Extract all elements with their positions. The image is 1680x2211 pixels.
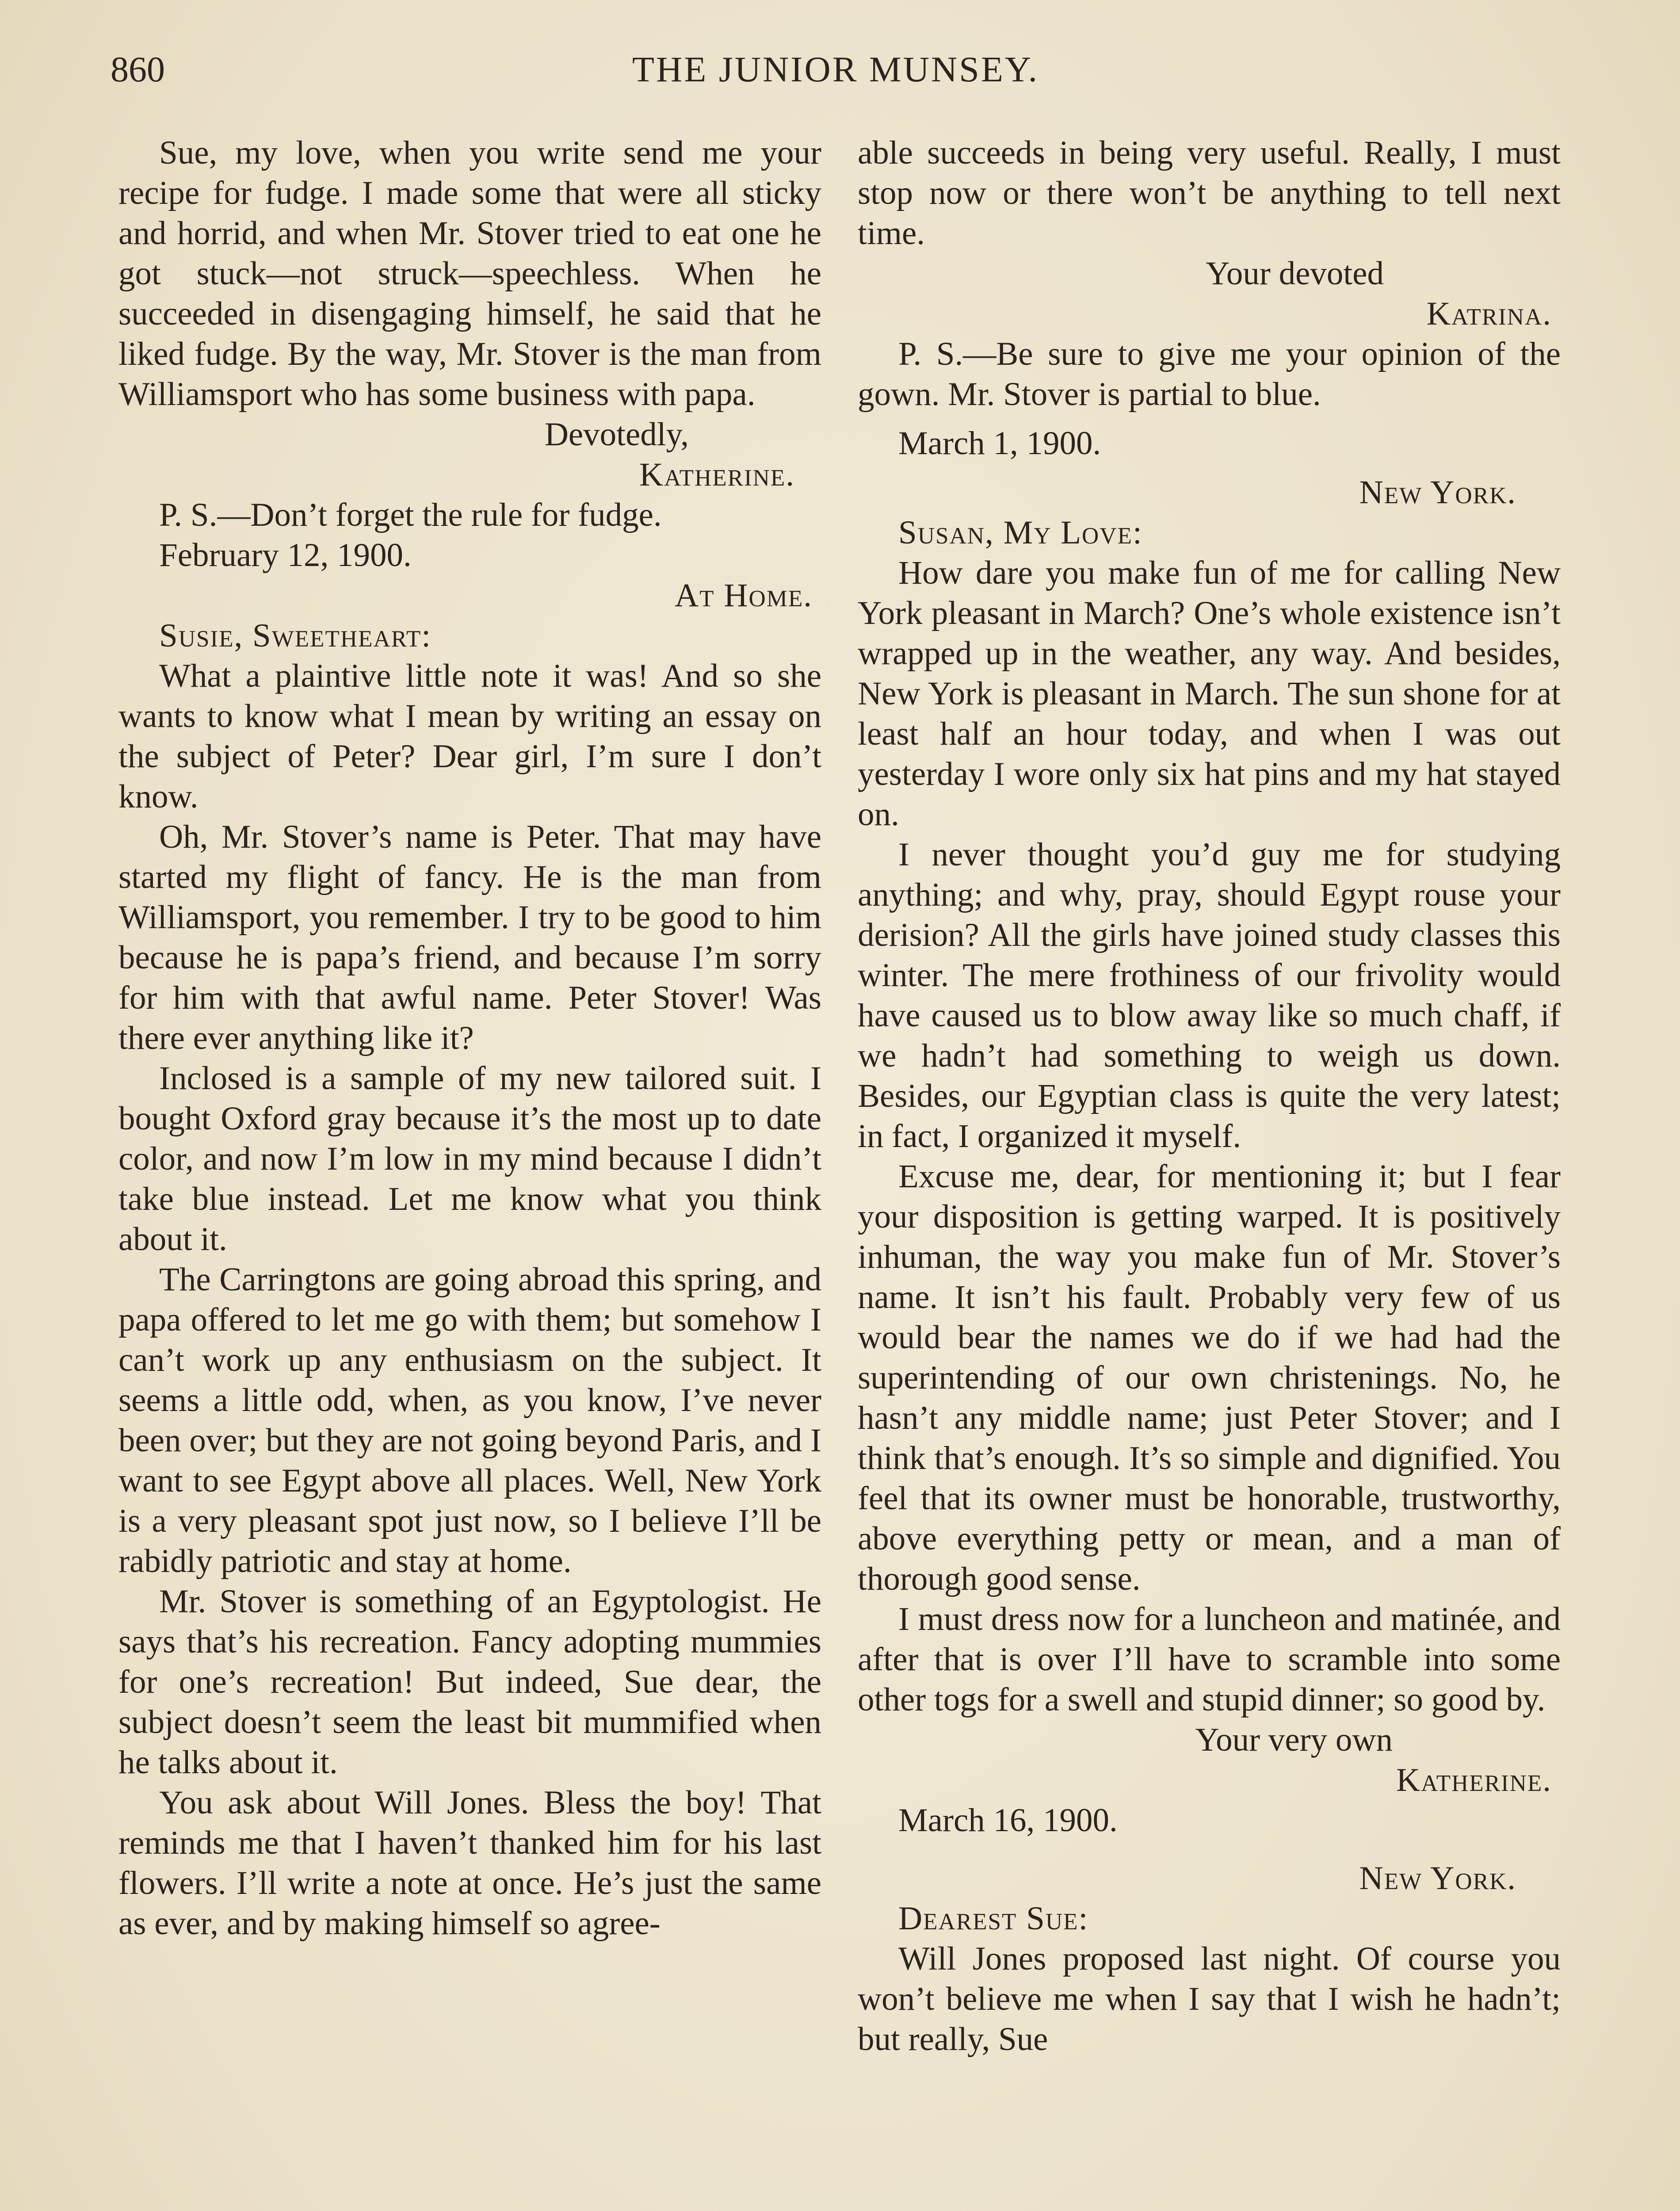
paragraph: Excuse me, dear, for mentioning it; but I fear your disposition is getting warped. It is positively inhuman, the way you make fun of Mr. Stover’s name. It isn’t his fault. Probably very few of us would bear the names we do if we had had the superintending of our own christenings. No, he hasn’t any middle name; just Peter Stover; and I think that’s enough. It’s so simple and dignified. You feel that its owner must be honorable, trustworthy, above everything petty or mean, and a man of thorough good sense.: [858, 1158, 1561, 1597]
running-title: THE JUNIOR MUNSEY.: [632, 49, 1039, 89]
postscript: P. S.—Be sure to give me your opinion of the gown. Mr. Stover is partial to blue.: [858, 336, 1561, 413]
letter-place: At Home.: [675, 577, 813, 614]
letter-place: New York.: [1359, 474, 1516, 511]
paragraph: Sue, my love, when you write send me your recipe for fudge. I made some that were all sticky and horrid, and when Mr. Stover tried to eat one he got stuck—not struck—speechless. When he succeeded in disengaging himself, he said that he liked fudge. By the way, Mr. Stover is the man from Williamsport who has some business with papa.: [118, 134, 821, 413]
letter-signature: Katrina.: [1426, 295, 1552, 332]
letter-salutation: Susie, Sweetheart:: [159, 617, 432, 654]
postscript: P. S.—Don’t forget the rule for fudge.: [159, 497, 662, 533]
letter-closing: Devotedly,: [544, 416, 689, 453]
left-column: [118, 133, 821, 1943]
letter-signature: Katherine.: [1396, 1762, 1552, 1798]
paragraph: Inclosed is a sample of my new tailored suit. I bought Oxford gray because it’s the most up to date color, and now I’m low in my mind because I didn’t take blue instead. Let me know what you think about it.: [118, 1060, 821, 1258]
paragraph: Oh, Mr. Stover’s name is Peter. That may have started my flight of fancy. He is the man from Williamsport, you remember. I try to be good to him because he is papa’s friend, and because I’m sorry for him with that awful name. Peter Stover! Was there ever anything like it?: [118, 819, 821, 1056]
letter-date: March 16, 1900.: [898, 1802, 1118, 1839]
letter-closing: Your very own: [1195, 1721, 1393, 1758]
paragraph: What a plaintive little note it was! And so she wants to know what I mean by writing an essay on the subject of Peter? Dear girl, I’m sure I don’t know.: [118, 658, 821, 815]
paragraph: You ask about Will Jones. Bless the boy! That reminds me that I haven’t thanked him for his last flowers. I’ll write a note at once. He’s just the same as ever, and by making himself so agree-: [118, 1784, 821, 1942]
paragraph: Mr. Stover is something of an Egyptologist. He says that’s his recreation. Fancy adopting mummies for one’s recreation! But indeed, Sue dear, the subject doesn’t seem the least bit mummified when he talks about it.: [118, 1583, 821, 1781]
paragraph: I must dress now for a luncheon and matinée, and after that is over I’ll have to scramble into some other togs for a swell and stupid dinner; so good by.: [858, 1601, 1561, 1718]
letter-salutation: Dearest Sue:: [898, 1900, 1089, 1937]
paragraph: The Carringtons are going abroad this spring, and papa offered to let me go with them; but somehow I can’t work up any enthusiasm on the subject. It seems a little odd, when, as you know, I’ve never been over; but they are not going beyond Paris, and I want to see Egypt above all places. Well, New York is a very pleasant spot just now, so I believe I’ll be rabidly patriotic and stay at home.: [118, 1261, 821, 1580]
right-column: [858, 133, 1561, 2059]
paragraph-continued: able succeeds in being very useful. Really, I must stop now or there won’t be anything to tell next time.: [858, 134, 1561, 252]
paragraph: Will Jones proposed last night. Of course you won’t believe me when I say that I wish he hadn’t; but really, Sue: [858, 1940, 1561, 2058]
paragraph: How dare you make fun of me for calling New York pleasant in March? One’s whole existence isn’t wrapped up in the weather, any way. And besides, New York is pleasant in March. The sun shone for at least half an hour today, and when I was out yesterday I wore only six hat pins and my hat stayed on.: [858, 555, 1561, 833]
letter-date: February 12, 1900.: [159, 537, 412, 574]
paragraph: I never thought you’d guy me for studying anything; and why, pray, should Egypt rouse your derision? All the girls have joined study classes this winter. The mere frothiness of our frivolity would have caused us to blow away like so much chaff, if we hadn’t had something to weigh us down. Besides, our Egyptian class is quite the very latest; in fact, I organized it myself.: [858, 836, 1561, 1155]
letter-place: New York.: [1359, 1860, 1516, 1897]
page-header: [111, 49, 1561, 102]
letter-salutation: Susan, My Love:: [898, 514, 1143, 551]
letter-signature: Katherine.: [639, 456, 795, 493]
page-number: 860: [111, 49, 165, 89]
letter-closing: Your devoted: [1206, 255, 1384, 292]
letter-date: March 1, 1900.: [898, 425, 1101, 462]
